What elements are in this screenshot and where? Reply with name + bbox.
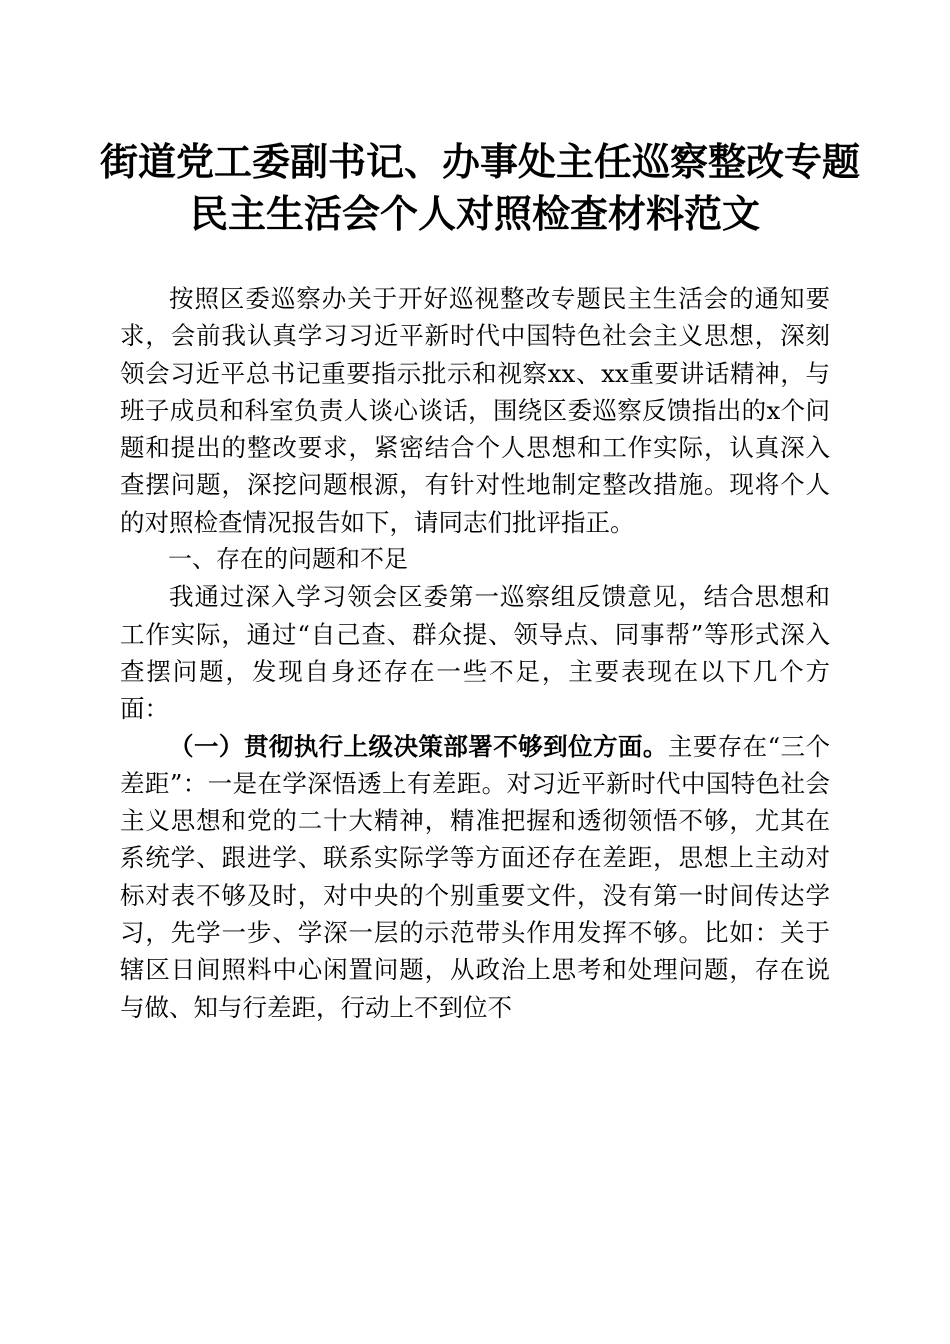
section-1-paragraph: 我通过深入学习领会区委第一巡察组反馈意见，结合思想和工作实际，通过“自己查、群众提、领导点、同事帮”等形式深入查摆问题，发现自身还存在一些不足，主要表现在以下几个方面： <box>120 582 830 724</box>
title-line-1: 街道党工委副书记、办事处主任巡察整改专题 <box>100 139 861 184</box>
subsection-1-text: 主要存在“三个差距”：一是在学深悟透上有差距。对习近平新时代中国特色社会主义思想和党的二十大精神，精准把握和透彻领悟不够，尤其在系统学、跟进学、联系实际学等方面还存在差距，思想上主动对标对表不够及时，对中央的个别重要文件，没有第一时间传达学习，先学一步、学深一层的示范带头作用发挥不够。比如：关于辖区日间照料中心闲置问题，从政治上思考和处理问题，存在说与做、知与行差距，行动上不到位不 <box>120 731 830 1022</box>
subsection-1-paragraph <box>120 728 830 1026</box>
document-title <box>100 136 861 240</box>
document-body <box>120 280 830 1026</box>
section-1-heading: 一、存在的问题和不足 <box>168 545 408 574</box>
intro-paragraph: 按照区委巡察办关于开好巡视整改专题民主生活会的通知要求，会前我认真学习习近平新时代中国特色社会主义思想，深刻领会习近平总书记重要指示批示和视察xx、xx重要讲话精神，与班子成员和科室负责人谈心谈话，围绕区委巡察反馈指出的x个问题和提出的整改要求，紧密结合个人思想和工作实际，认真深入查摆问题，深挖问题根源，有针对性地制定整改措施。现将个人的对照检查情况报告如下，请同志们批评指正。 <box>120 284 830 537</box>
title-line-2: 民主生活会个人对照检查材料范文 <box>189 191 760 236</box>
subsection-1-heading: （一）贯彻执行上级决策部署不够到位方面。 <box>169 731 668 761</box>
